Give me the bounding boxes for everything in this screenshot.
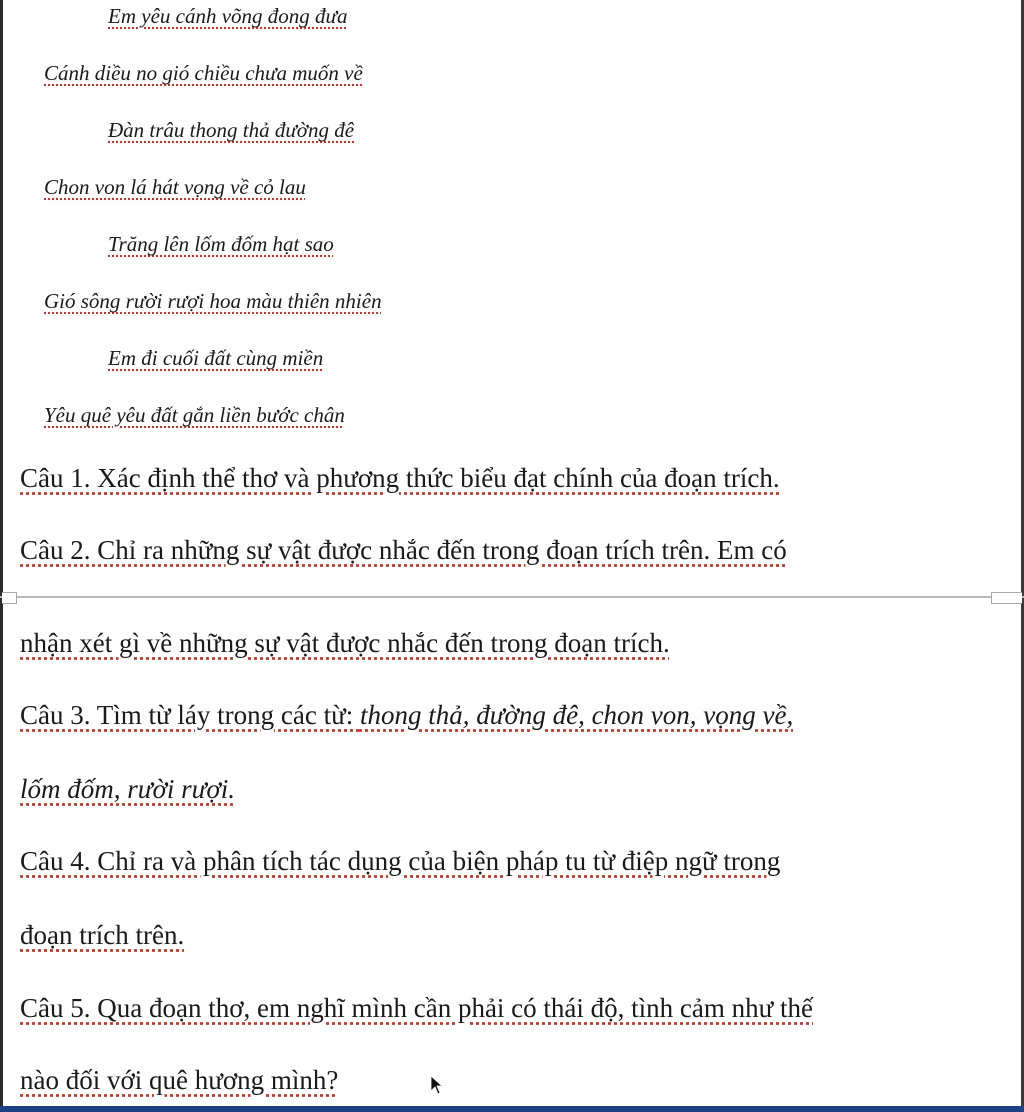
poem-line-6: Gió sông rười rượi hoa màu thiên nhiên	[44, 289, 382, 313]
question-4-line-2: đoạn trích trên.	[20, 920, 185, 950]
page-break	[0, 592, 1024, 602]
poem-line-5: Trăng lên lốm đốm hạt sao	[108, 232, 334, 256]
poem-line-3: Đàn trâu thong thả đường đê	[108, 118, 355, 142]
question-5-line-2: nào đối với quê hương mình?	[20, 1065, 339, 1095]
window-left-edge	[0, 0, 3, 1112]
question-3-prefix: Câu 3. Tìm từ láy trong các từ:	[20, 700, 360, 730]
poem-line-1: Em yêu cánh võng đong đưa	[108, 4, 348, 28]
page-corner-right	[991, 592, 1022, 604]
question-2-line-1: Câu 2. Chỉ ra những sự vật được nhắc đến trong đoạn trích trên. Em có	[20, 535, 787, 565]
question-3-words-2: lốm đốm, rười rượi.	[20, 774, 236, 804]
poem-line-4: Chon von lá hát vọng về cỏ lau	[44, 175, 306, 199]
poem-line-7: Em đi cuối đất cùng miền	[108, 346, 324, 370]
page-break-line	[0, 596, 1024, 598]
question-3-line-2	[20, 774, 235, 805]
question-2-line-2: nhận xét gì về những sự vật được nhắc đến trong đoạn trích.	[20, 628, 670, 658]
poem-line-2: Cánh diều no gió chiều chưa muốn về	[44, 61, 363, 85]
page-corner-left	[2, 592, 17, 604]
poem-line-8: Yêu quê yêu đất gắn liền bước chân	[44, 403, 345, 427]
question-1: Câu 1. Xác định thể thơ và phương thức biểu đạt chính của đoạn trích.	[20, 463, 780, 493]
question-5-line-1: Câu 5. Qua đoạn thơ, em nghĩ mình cần phải có thái độ, tình cảm như thế	[20, 993, 813, 1023]
question-4-line-1: Câu 4. Chỉ ra và phân tích tác dụng của biện pháp tu từ điệp ngữ trong	[20, 846, 781, 876]
taskbar-strip	[0, 1106, 1024, 1112]
mouse-pointer-icon	[430, 1075, 444, 1095]
question-3-line-1	[20, 700, 793, 731]
question-3-words-1: thong thả, đường đê, chon von, vọng về,	[359, 700, 794, 730]
